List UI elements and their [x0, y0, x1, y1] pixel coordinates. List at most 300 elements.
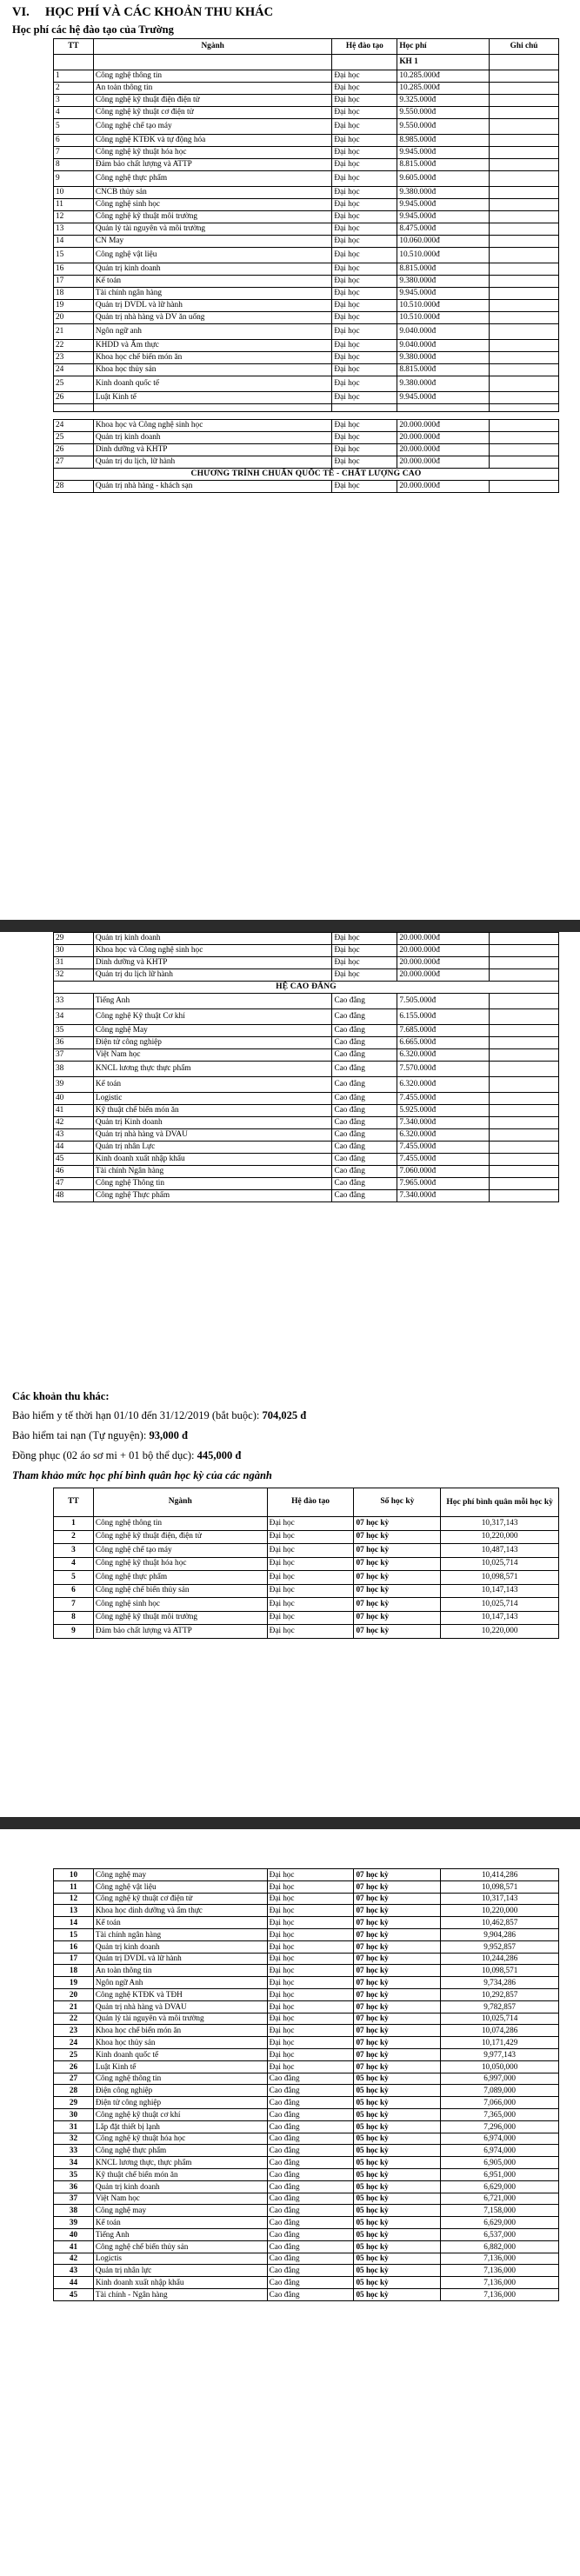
uniform-line: Đồng phục (02 áo sơ mi + 01 bộ thể dục): 445,000 đ	[12, 1449, 242, 1461]
row-number: 33	[54, 994, 94, 1009]
program-type: Đại học	[267, 1557, 354, 1571]
row-number: 16	[54, 263, 94, 276]
table-row	[54, 1880, 559, 1893]
note-cell	[490, 420, 559, 432]
major-name: Khoa học thủy sản	[93, 2037, 267, 2049]
program-type: Cao đẳng	[267, 2157, 354, 2169]
tuition-fee: 20.000.000đ	[397, 420, 490, 432]
table-row	[54, 312, 559, 324]
note-cell	[490, 276, 559, 288]
note-cell	[490, 147, 559, 159]
row-number: 36	[54, 2180, 94, 2193]
program-type: Đại học	[267, 1917, 354, 1929]
table-row	[54, 1625, 559, 1639]
tuition-fee: 10.285.000đ	[397, 83, 490, 95]
table-row	[54, 1009, 559, 1025]
table-row	[54, 1105, 559, 1117]
row-number: 43	[54, 1129, 94, 1142]
table-row	[54, 1571, 559, 1585]
header-program: Hệ đào tạo	[332, 39, 397, 55]
tuition-table-body	[54, 70, 559, 412]
row-number: 25	[54, 376, 94, 392]
program-type: Đại học	[332, 933, 397, 945]
row-number: 35	[54, 1025, 94, 1037]
semester-count: 05 học kỳ	[354, 2120, 441, 2133]
table-row	[54, 1190, 559, 1202]
table-row	[54, 2157, 559, 2169]
program-type: Đại học	[332, 352, 397, 364]
note-cell	[490, 1129, 559, 1142]
semester-count: 05 học kỳ	[354, 2228, 441, 2240]
major-name: Quản trị kinh doanh	[93, 263, 332, 276]
major-name: KNCL lương thực thực phẩm	[93, 1062, 332, 1077]
program-type: Đại học	[332, 263, 397, 276]
program-type: Đại học	[267, 1611, 354, 1625]
accident-insurance-line: Bảo hiểm tai nạn (Tự nguyện): 93,000 đ	[12, 1429, 188, 1441]
tuition-fee: 9.325.000đ	[397, 95, 490, 107]
row-number: 18	[54, 1965, 94, 1977]
table-row	[54, 2205, 559, 2217]
major-name: Logistic	[93, 1093, 332, 1105]
program-type: Cao đẳng	[267, 2085, 354, 2097]
major-name: Tiếng Anh	[93, 2228, 267, 2240]
program-type: Cao đẳng	[267, 2180, 354, 2193]
row-number: 2	[54, 1530, 94, 1544]
tuition-table-header	[54, 39, 559, 70]
tuition-fee: 6.320.000đ	[397, 1129, 490, 1142]
row-number: 35	[54, 2168, 94, 2180]
average-fee-title: Tham khảo mức học phí bình quân học kỳ của các ngành	[12, 1469, 272, 1481]
note-cell	[490, 1105, 559, 1117]
tuition-fee: 10.285.000đ	[397, 70, 490, 83]
header-major: Ngành	[93, 39, 332, 55]
major-name: Quản trị kinh doanh	[93, 1940, 267, 1953]
program-type: Đại học	[267, 1928, 354, 1940]
note-cell	[490, 324, 559, 340]
table-row	[54, 1544, 559, 1558]
program-type: Đại học	[332, 107, 397, 119]
major-name: Công nghệ vật liệu	[93, 1880, 267, 1893]
major-name: KHDD và Ẩm thực	[93, 340, 332, 352]
program-type: Đại học	[267, 2060, 354, 2073]
semester-count: 05 học kỳ	[354, 2288, 441, 2300]
row-number: 15	[54, 1928, 94, 1940]
row-number: 25	[54, 2048, 94, 2060]
average-fee-table-continued-body	[54, 1869, 559, 2301]
major-name: CN May	[93, 236, 332, 248]
row-number: 17	[54, 1953, 94, 1965]
note-cell	[490, 288, 559, 300]
program-type: Đại học	[267, 1530, 354, 1544]
program-type: Cao đẳng	[267, 2120, 354, 2133]
average-fee: 10,317,143	[441, 1517, 559, 1531]
average-fee: 10,292,857	[441, 1988, 559, 2000]
tuition-fee: 10.510.000đ	[397, 248, 490, 263]
tuition-table	[53, 38, 559, 412]
table-row	[54, 1530, 559, 1544]
average-fee: 7,136,000	[441, 2288, 559, 2300]
row-number: 10	[54, 187, 94, 199]
program-type: Cao đẳng	[267, 2073, 354, 2085]
program-type: Cao đẳng	[332, 1009, 397, 1025]
major-name: Quản trị du lịch lữ hành	[93, 969, 332, 982]
section-intl-row-label: CHƯƠNG TRÌNH CHUẨN QUỐC TẾ - CHẤT LƯỢNG CAO	[54, 469, 559, 481]
table-row	[54, 263, 559, 276]
program-type: Cao đẳng	[267, 2228, 354, 2240]
semester-count: 07 học kỳ	[354, 2000, 441, 2013]
table-row	[54, 456, 559, 469]
program-type: Đại học	[332, 236, 397, 248]
table-row	[54, 2193, 559, 2205]
average-fee: 9,952,857	[441, 1940, 559, 1953]
major-name: Kinh doanh xuất nhập khẩu	[93, 1154, 332, 1166]
semester-count: 07 học kỳ	[354, 1557, 441, 1571]
average-fee: 6,721,000	[441, 2193, 559, 2205]
table-row	[54, 2168, 559, 2180]
program-type: Đại học	[332, 159, 397, 171]
row-number: 22	[54, 340, 94, 352]
semester-count: 05 học kỳ	[354, 2073, 441, 2085]
table-row	[54, 171, 559, 187]
table-row	[54, 2265, 559, 2277]
page-separator	[0, 920, 580, 932]
average-fee: 10,025,714	[441, 1598, 559, 1612]
avg-header-tt: TT	[54, 1488, 94, 1517]
table-row	[54, 2025, 559, 2037]
note-cell	[490, 1190, 559, 1202]
table-row	[54, 324, 559, 340]
program-type: Cao đẳng	[332, 1166, 397, 1178]
program-type: Cao đẳng	[267, 2168, 354, 2180]
row-number: 41	[54, 2240, 94, 2253]
major-name: Công nghệ thông tin	[93, 2073, 267, 2085]
note-cell	[490, 957, 559, 969]
tuition-fee: 7.685.000đ	[397, 1025, 490, 1037]
table-row	[54, 95, 559, 107]
major-name: Công nghệ sinh học	[93, 199, 332, 211]
semester-count: 07 học kỳ	[354, 1584, 441, 1598]
row-number: 30	[54, 2108, 94, 2120]
program-type: Cao đẳng	[332, 1105, 397, 1117]
note-cell	[490, 119, 559, 135]
program-type: Đại học	[332, 135, 397, 147]
row-number: 13	[54, 1905, 94, 1917]
row-number: 40	[54, 2228, 94, 2240]
average-fee: 10,025,714	[441, 1557, 559, 1571]
major-name: Kinh doanh quốc tế	[93, 376, 332, 392]
table-row	[54, 83, 559, 95]
program-type: Đại học	[267, 1880, 354, 1893]
average-fee: 9,734,286	[441, 1977, 559, 1989]
note-cell	[490, 236, 559, 248]
row-number: 5	[54, 1571, 94, 1585]
table-row	[54, 444, 559, 456]
program-type: Đại học	[267, 1953, 354, 1965]
semester-count: 05 học kỳ	[354, 2108, 441, 2120]
semester-count: 05 học kỳ	[354, 2133, 441, 2145]
table-row	[54, 1049, 559, 1062]
note-cell	[490, 171, 559, 187]
note-cell	[490, 263, 559, 276]
row-number: 48	[54, 1190, 94, 1202]
section-heading	[12, 5, 273, 20]
row-number: 10	[54, 1869, 94, 1881]
program-type: Đại học	[332, 147, 397, 159]
table-row	[54, 376, 559, 392]
table-row	[54, 2060, 559, 2073]
average-fee: 7,066,000	[441, 2097, 559, 2109]
program-type: Đại học	[332, 300, 397, 312]
major-name: Công nghệ may	[93, 2205, 267, 2217]
average-fee: 6,629,000	[441, 2217, 559, 2229]
major-name: Công nghệ sinh học	[93, 1598, 267, 1612]
program-type: Đại học	[267, 1598, 354, 1612]
tuition-fee: 5.925.000đ	[397, 1105, 490, 1117]
note-cell	[490, 1166, 559, 1178]
row-number: 4	[54, 107, 94, 119]
major-name: Khoa học và Công nghệ sinh học	[93, 945, 332, 957]
row-number: 16	[54, 1940, 94, 1953]
average-fee: 10,220,000	[441, 1625, 559, 1639]
average-fee: 10,147,143	[441, 1611, 559, 1625]
program-type: Đại học	[267, 1940, 354, 1953]
note-cell	[490, 376, 559, 392]
note-cell	[490, 312, 559, 324]
major-name: Công nghệ vật liệu	[93, 248, 332, 263]
note-cell	[490, 187, 559, 199]
section-college-row	[54, 982, 559, 994]
tuition-fee: 20.000.000đ	[397, 957, 490, 969]
average-fee: 10,414,286	[441, 1869, 559, 1881]
note-cell	[490, 1142, 559, 1154]
average-fee: 10,462,857	[441, 1917, 559, 1929]
major-name: Quản trị DVDL và lữ hành	[93, 300, 332, 312]
row-number: 39	[54, 2217, 94, 2229]
major-name: Quản trị kinh doanh	[93, 933, 332, 945]
major-name: Công nghệ kỹ thuật cơ điện tử	[93, 107, 332, 119]
semester-count: 07 học kỳ	[354, 1917, 441, 1929]
major-name: Đảm bảo chất lượng và ATTP	[93, 159, 332, 171]
table-row	[54, 1869, 559, 1881]
major-name: Kế toán	[93, 1077, 332, 1093]
table-row	[54, 1129, 559, 1142]
table-row	[54, 2228, 559, 2240]
major-name: Việt Nam học	[93, 2193, 267, 2205]
major-name: Công nghệ Thông tin	[93, 1178, 332, 1190]
table-row	[54, 70, 559, 83]
row-number: 20	[54, 312, 94, 324]
major-name: Công nghệ kỹ thuật điện điện tử	[93, 95, 332, 107]
table-row	[54, 1557, 559, 1571]
major-name: Kinh doanh xuất nhập khẩu	[93, 2277, 267, 2289]
tuition-fee: 20.000.000đ	[397, 432, 490, 444]
table-row	[54, 933, 559, 945]
average-fee: 10,220,000	[441, 1905, 559, 1917]
major-name: Kế toán	[93, 2217, 267, 2229]
table-row	[54, 2097, 559, 2109]
avg-header-fee: Học phí bình quân mỗi học kỳ	[441, 1488, 559, 1517]
program-type: Cao đẳng	[332, 1129, 397, 1142]
semester-count: 05 học kỳ	[354, 2217, 441, 2229]
major-name: Quản trị nhân lực	[93, 2265, 267, 2277]
program-type: Đại học	[267, 2013, 354, 2025]
major-name: Công nghệ kỹ thuật hóa học	[93, 147, 332, 159]
major-name: Công nghệ kỹ thuật cơ khí	[93, 2108, 267, 2120]
semester-count: 07 học kỳ	[354, 2013, 441, 2025]
row-number: 23	[54, 352, 94, 364]
table-row	[54, 1166, 559, 1178]
tuition-fee: 20.000.000đ	[397, 456, 490, 469]
major-name: Quản trị nhà hàng và DVAU	[93, 1129, 332, 1142]
row-number: 7	[54, 1598, 94, 1612]
row-number: 21	[54, 324, 94, 340]
major-name: Khoa học thủy sản	[93, 364, 332, 376]
row-number: 33	[54, 2145, 94, 2157]
major-name: Khoa học chế biến món ăn	[93, 2025, 267, 2037]
table-row	[54, 2073, 559, 2085]
tuition-fee: 7.570.000đ	[397, 1062, 490, 1077]
table-row	[54, 1117, 559, 1129]
table-row	[54, 119, 559, 135]
health-insurance-value: 704,025 đ	[262, 1409, 307, 1421]
program-type: Đại học	[267, 2048, 354, 2060]
program-type: Đại học	[332, 481, 397, 493]
major-name: Khoa học và Công nghệ sinh học	[93, 420, 332, 432]
semester-count: 07 học kỳ	[354, 2060, 441, 2073]
average-fee: 7,158,000	[441, 2205, 559, 2217]
major-name: Quản trị Kinh doanh	[93, 1117, 332, 1129]
program-type: Cao đẳng	[267, 2240, 354, 2253]
tuition-subtitle: Học phí các hệ đào tạo của Trường	[12, 23, 174, 36]
average-fee: 10,487,143	[441, 1544, 559, 1558]
major-name: Luật Kinh tế	[93, 2060, 267, 2073]
major-name: Công nghệ kỹ thuật môi trường	[93, 211, 332, 223]
major-name: Kỹ thuật chế biến món ăn	[93, 1105, 332, 1117]
program-type: Đại học	[267, 1893, 354, 1905]
row-number: 6	[54, 1584, 94, 1598]
row-number: 42	[54, 2253, 94, 2265]
major-name: CNCB thủy sản	[93, 187, 332, 199]
average-fee: 6,629,000	[441, 2180, 559, 2193]
major-name: Tài chính - Ngân hàng	[93, 2288, 267, 2300]
intl-program-table	[53, 419, 559, 493]
tuition-fee: 20.000.000đ	[397, 933, 490, 945]
semester-count: 07 học kỳ	[354, 1611, 441, 1625]
table-row	[54, 1077, 559, 1093]
row-number: 38	[54, 2205, 94, 2217]
table-row	[54, 392, 559, 404]
tuition-fee: 9.945.000đ	[397, 147, 490, 159]
average-fee: 9,977,143	[441, 2048, 559, 2060]
program-type: Đại học	[332, 119, 397, 135]
note-cell	[490, 352, 559, 364]
semester-count: 07 học kỳ	[354, 1928, 441, 1940]
row-number: 32	[54, 969, 94, 982]
program-type: Đại học	[332, 969, 397, 982]
note-cell	[490, 392, 559, 404]
program-type: Đại học	[267, 1625, 354, 1639]
average-fee: 7,136,000	[441, 2277, 559, 2289]
table-row	[54, 2037, 559, 2049]
table-row	[54, 957, 559, 969]
semester-count: 07 học kỳ	[354, 1625, 441, 1639]
table-row	[54, 994, 559, 1009]
major-name: Tài chính ngân hàng	[93, 1928, 267, 1940]
major-name: Quản trị nhà hàng và DV ăn uống	[93, 312, 332, 324]
accident-insurance-value: 93,000 đ	[149, 1429, 188, 1441]
row-number: 22	[54, 2013, 94, 2025]
row-number: 24	[54, 364, 94, 376]
program-type: Đại học	[267, 1584, 354, 1598]
semester-count: 05 học kỳ	[354, 2205, 441, 2217]
semester-count: 05 học kỳ	[354, 2240, 441, 2253]
row-number: 20	[54, 1988, 94, 2000]
note-cell	[490, 95, 559, 107]
row-number: 9	[54, 1625, 94, 1639]
section-college-row-label: HỆ CAO ĐẲNG	[54, 982, 559, 994]
program-type: Đại học	[332, 288, 397, 300]
table-row	[54, 199, 559, 211]
program-type: Đại học	[332, 248, 397, 263]
program-type: Đại học	[332, 340, 397, 352]
table-row	[54, 223, 559, 236]
row-number: 39	[54, 1077, 94, 1093]
avg-header-program: Hệ đào tạo	[267, 1488, 354, 1517]
table-row	[54, 1953, 559, 1965]
major-name: Công nghệ Thực phẩm	[93, 1190, 332, 1202]
average-fee: 9,904,286	[441, 1928, 559, 1940]
program-type: Đại học	[267, 1869, 354, 1881]
semester-count: 05 học kỳ	[354, 2193, 441, 2205]
note-cell	[490, 1154, 559, 1166]
program-type: Đại học	[332, 211, 397, 223]
major-name: Quản trị kinh doanh	[93, 432, 332, 444]
table-row	[54, 1965, 559, 1977]
major-name: Công nghệ chế biến thủy sản	[93, 1584, 267, 1598]
major-name: Công nghệ thực phẩm	[93, 171, 332, 187]
table-row	[54, 1093, 559, 1105]
semester-count: 07 học kỳ	[354, 1880, 441, 1893]
tuition-fee: 9.945.000đ	[397, 199, 490, 211]
tuition-fee: 9.945.000đ	[397, 288, 490, 300]
note-cell	[490, 70, 559, 83]
table-row	[54, 276, 559, 288]
row-number: 43	[54, 2265, 94, 2277]
program-type: Đại học	[267, 2000, 354, 2013]
table-row	[54, 1893, 559, 1905]
major-name: Quản lý tài nguyên và môi trường	[93, 223, 332, 236]
header-fee: Học phí	[397, 39, 490, 55]
program-type: Đại học	[332, 83, 397, 95]
table-row	[54, 1037, 559, 1049]
major-name: Kỹ thuật chế biến món ăn	[93, 2168, 267, 2180]
average-fee: 10,098,571	[441, 1571, 559, 1585]
section-intl-row	[54, 469, 559, 481]
tuition-fee: 20.000.000đ	[397, 969, 490, 982]
tuition-fee: 7.455.000đ	[397, 1154, 490, 1166]
tuition-fee: 8.815.000đ	[397, 159, 490, 171]
program-type: Đại học	[332, 364, 397, 376]
header-tt: TT	[54, 39, 94, 55]
table-row	[54, 2000, 559, 2013]
row-number: 8	[54, 1611, 94, 1625]
section-title: HỌC PHÍ VÀ CÁC KHOẢN THU KHÁC	[45, 5, 274, 19]
program-type: Cao đẳng	[332, 994, 397, 1009]
row-number: 4	[54, 1557, 94, 1571]
semester-count: 05 học kỳ	[354, 2145, 441, 2157]
section-number: VI.	[12, 5, 30, 19]
program-type: Đại học	[332, 432, 397, 444]
